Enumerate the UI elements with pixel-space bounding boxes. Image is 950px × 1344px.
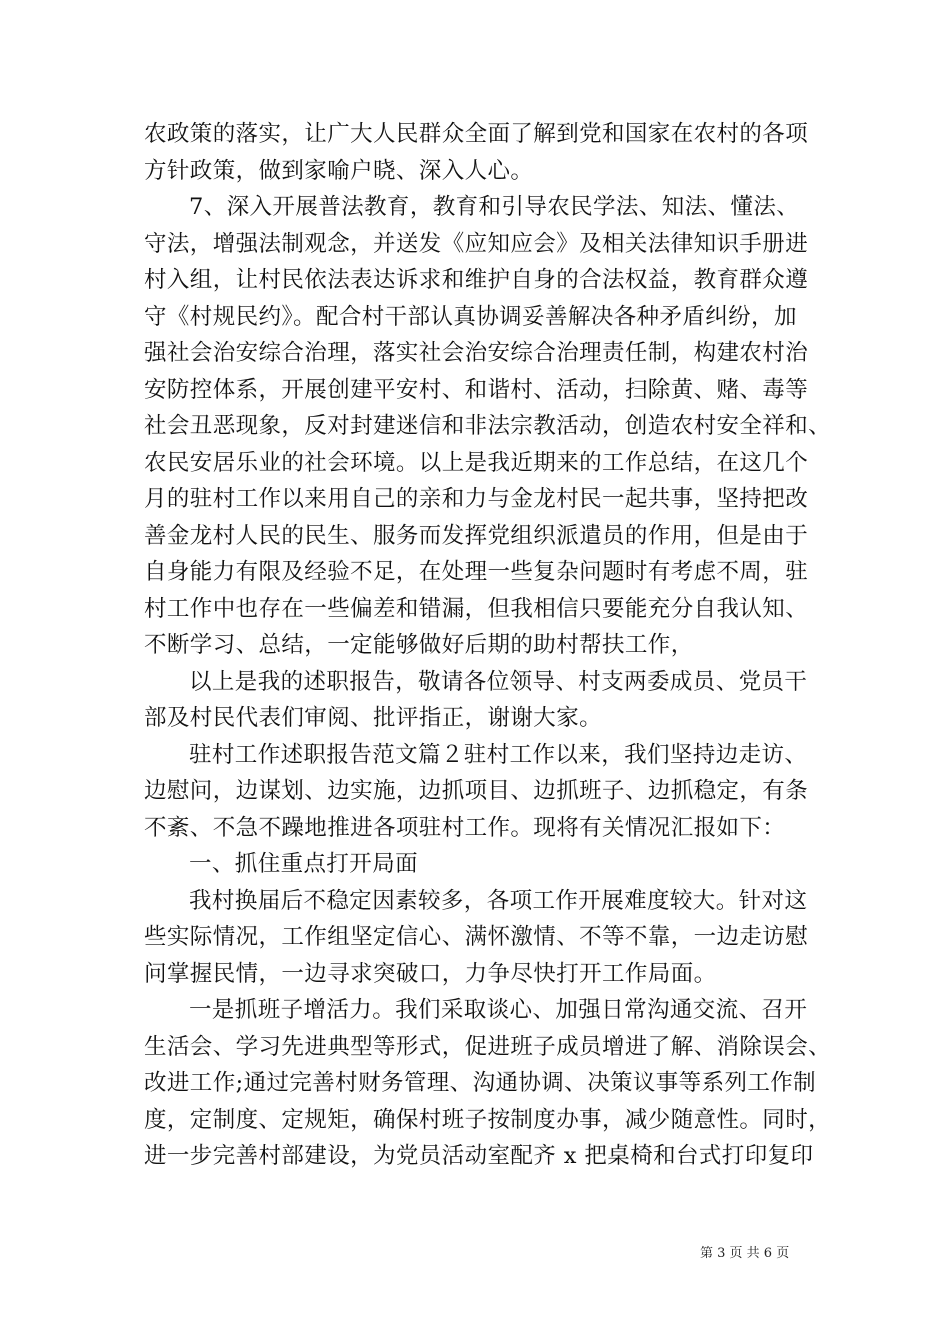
- text-line: 驻村工作述职报告范文篇２驻村工作以来，我们坚持边走访、: [189, 741, 808, 768]
- section-heading: 一、抓住重点打开局面: [189, 851, 419, 877]
- document-body: [144, 116, 832, 1175]
- text-line: 村工作中也存在一些偏差和错漏，但我相信只要能充分自我认知、: [144, 595, 809, 622]
- text-line: 些实际情况，工作组坚定信心、满怀激情、不等不靠，一边走访慰: [144, 924, 809, 950]
- text-line: 村入组，让村民依法表达诉求和维护自身的合法权益，教育群众遵: [144, 267, 809, 293]
- text-line: 生活会、学习先进典型等形式，促进班子成员增进了解、消除误会、: [144, 1033, 832, 1060]
- text-line: 边慰问，边谋划、边实施，边抓项目、边抓班子、边抓稳定，有条: [144, 778, 809, 804]
- text-line: 农政策的落实，让广大人民群众全面了解到党和国家在农村的各项: [144, 121, 809, 147]
- page-number: 第 3 页 共 6 页: [700, 1246, 790, 1261]
- text-line: 进一步完善村部建设，为党员活动室配齐 x 把桌椅和台式打印复印: [144, 1143, 814, 1169]
- text-line: 改进工作;通过完善村财务管理、沟通协调、决策议事等系列工作制: [144, 1070, 817, 1096]
- text-line: 月的驻村工作以来用自己的亲和力与金龙村民一起共事，坚持把改: [144, 486, 809, 512]
- text-line: 强社会治安综合治理，落实社会治安综合治理责任制，构建农村治: [144, 340, 809, 366]
- text-line: 自身能力有限及经验不足，在处理一些复杂问题时有考虑不周，驻: [144, 559, 809, 585]
- text-line: 安防控体系，开展创建平安村、和谐村、活动，扫除黄、赌、毒等: [144, 376, 809, 403]
- text-line: 善金龙村人民的民生、服务而发挥党组织派遣员的作用，但是由于: [144, 522, 809, 549]
- text-line: 一是抓班子增活力。我们采取谈心、加强日常沟通交流、召开: [189, 997, 808, 1023]
- text-line: 农民安居乐业的社会环境。以上是我近期来的工作总结，在这几个: [144, 449, 809, 476]
- text-line: 守《村规民约》。配合村干部认真协调妥善解决各种矛盾纠纷，加: [144, 303, 797, 330]
- text-line: 部及村民代表们审阅、批评指正，谢谢大家。: [144, 705, 603, 731]
- text-line: 问掌握民情，一边寻求突破口，力争尽快打开工作局面。: [144, 960, 717, 987]
- text-line: 度，定制度、定规矩，确保村班子按制度办事，减少随意性。同时，: [144, 1106, 832, 1133]
- text-line: 以上是我的述职报告，敬请各位领导、村支两委成员、党员干: [189, 668, 808, 695]
- text-line: 不紊、不急不躁地推进各项驻村工作。现将有关情况汇报如下：: [144, 814, 786, 841]
- text-line: 不断学习、总结，一定能够做好后期的助村帮扶工作，: [144, 632, 694, 658]
- text-line: 方针政策，做到家喻户晓、深入人心。: [144, 157, 534, 184]
- text-line: 我村换届后不稳定因素较多，各项工作开展难度较大。针对这: [189, 887, 808, 914]
- text-line: 守法，增强法制观念，并送发《应知应会》及相关法律知识手册进: [144, 230, 809, 257]
- text-line: 7、深入开展普法教育，教育和引导农民学法、知法、懂法、: [189, 194, 800, 220]
- text-line: 社会丑恶现象，反对封建迷信和非法宗教活动，创造农村安全祥和、: [144, 413, 832, 439]
